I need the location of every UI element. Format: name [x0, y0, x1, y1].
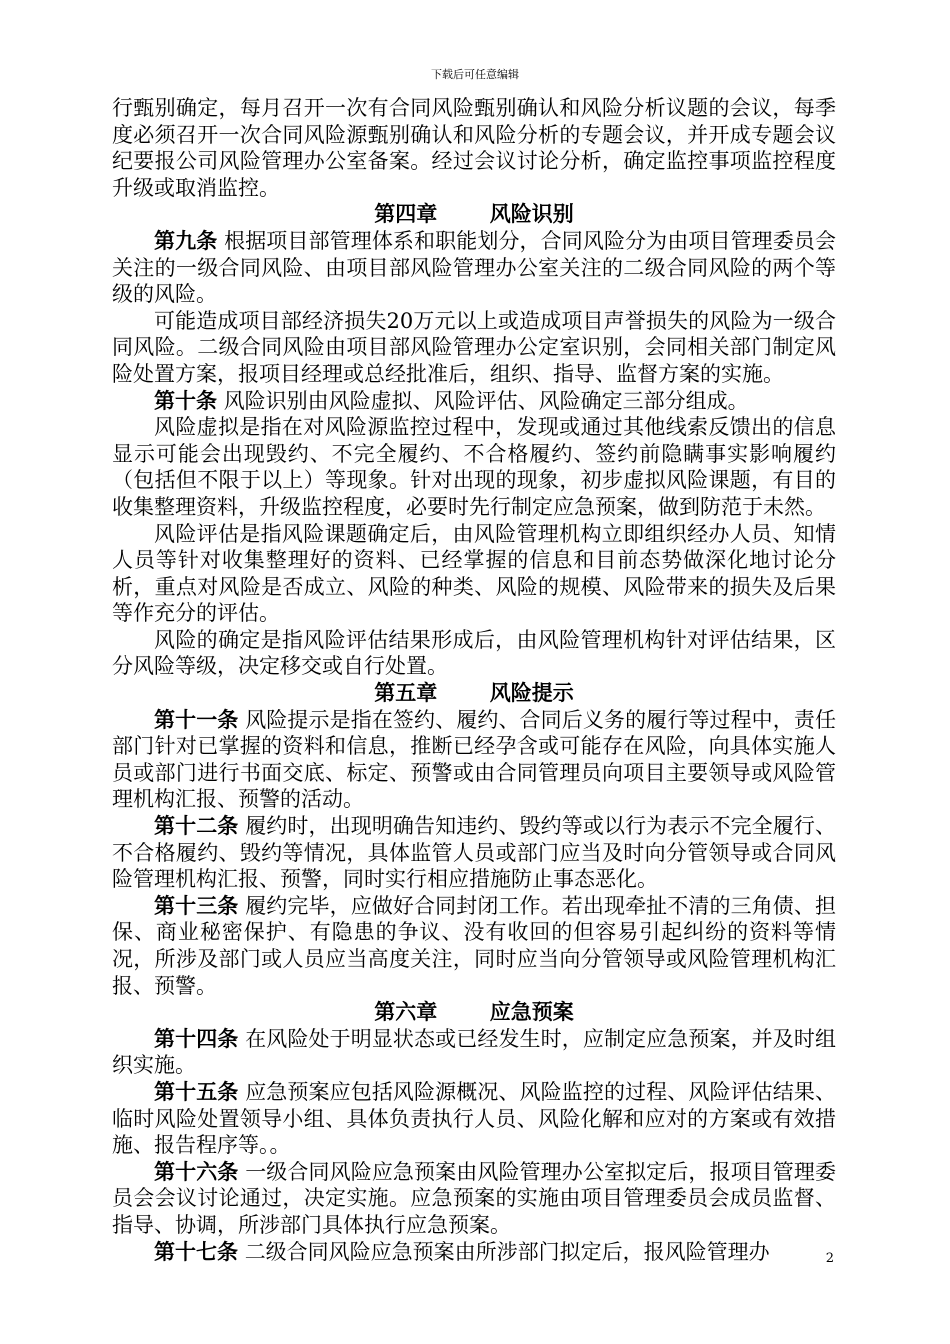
- article-text: 在风险处于明显状态或已经发生时，应制定应急预案，并及时组织实施。: [112, 1026, 836, 1078]
- article-9: [112, 228, 836, 308]
- chapter-heading-4: [112, 201, 836, 228]
- page-number: 2: [825, 1251, 834, 1266]
- article-text: 一级合同风险应急预案由风险管理办公室拟定后，报项目管理委员会会议讨论通过，决定实施。应急预案的实施由项目管理委员会成员监督、指导、协调，所涉部门具体执行应急预案。: [112, 1159, 836, 1237]
- document-body: [112, 95, 836, 1265]
- article-label: 第十四条: [154, 1025, 239, 1051]
- article-14: [112, 1026, 836, 1079]
- chapter-heading-6: [112, 999, 836, 1026]
- article-12: [112, 813, 836, 893]
- article-11: [112, 707, 836, 813]
- article-text: 二级合同风险应急预案由所涉部门拟定后，报风险管理办: [244, 1239, 770, 1264]
- article-text: 履约时，出现明确告知违约、毁约等或以行为表示不完全履行、不合格履约、毁约等情况，具体监管人员或部门应当及时向分管领导或合同风险管理机构汇报、预警，同时实行相应措施防止事态恶化。: [112, 814, 836, 892]
- chapter-number: 第四章: [374, 201, 438, 227]
- article-label: 第十三条: [154, 892, 239, 918]
- article-16: [112, 1159, 836, 1239]
- article-9-paragraph-2: 可能造成项目部经济损失20万元以上或造成项目声誉损失的风险为一级合同风险。二级合同风险由项目部风险管理办公定室识别，会同相关部门制定风险处置方案，报项目经理或总经批准后，组织、指导、监督方案的实施。: [112, 308, 836, 386]
- article-text: 根据项目部管理体系和职能划分，合同风险分为由项目管理委员会关注的一级合同风险、由项目部风险管理办公室关注的二级合同风险的两个等级的风险。: [112, 228, 836, 307]
- chapter-title: 应急预案: [489, 999, 574, 1025]
- chapter-title: 风险提示: [489, 680, 574, 706]
- article-10-paragraph-2: 风险虚拟是指在对风险源监控过程中，发现或通过其他线索反馈出的信息显示可能会出现毁约、不完全履约、不合格履约、签约前隐瞒事实影响履约（包括但不限于以上）等现象。针对出现的现象，初步虚拟风险课题，有目的收集整理资料，升级监控程度，必要时先行制定应急预案，做到防范于未然。: [112, 415, 836, 519]
- article-label: 第十条: [154, 387, 217, 413]
- article-10: [112, 388, 836, 415]
- article-label: 第九条: [154, 227, 218, 253]
- article-label: 第十一条: [154, 706, 239, 732]
- article-17: [112, 1239, 836, 1266]
- article-label: 第十六条: [154, 1158, 239, 1184]
- article-label: 第十二条: [154, 813, 239, 839]
- chapter-number: 第五章: [374, 680, 438, 706]
- article-text: 风险识别由风险虚拟、风险评估、风险确定三部分组成。: [223, 388, 749, 413]
- chapter-title: 风险识别: [489, 201, 574, 227]
- article-label: 第十七条: [154, 1238, 238, 1264]
- page-header: 下载后可任意编辑: [431, 68, 519, 81]
- article-13: [112, 893, 836, 999]
- paragraph-continued: 行甄别确定，每月召开一次有合同风险甄别确认和风险分析议题的会议，每季度必须召开一次合同风险源甄别确认和风险分析的专题会议，并开成专题会议纪要报公司风险管理办公室备案。经过会议讨论分析，确定监控事项监控程度升级或取消监控。: [112, 96, 836, 200]
- chapter-number: 第六章: [374, 999, 438, 1025]
- article-text: 风险提示是指在签约、履约、合同后义务的履行等过程中，责任部门针对已掌握的资料和信息，推断已经孕含或可能存在风险，向具体实施人员或部门进行书面交底、标定、预警或由合同管理员向项目主要领导或风险管理机构汇报、预警的活动。: [112, 707, 836, 812]
- article-text: 履约完毕，应做好合同封闭工作。若出现牵扯不清的三角债、担保、商业秘密保护、有隐患的争议、没有收回的但容易引起纠纷的资料等情况，所涉及部门或人员应当高度关注，同时应当向分管领导或风险管理机构汇报、预警。: [112, 893, 836, 998]
- article-15: [112, 1079, 836, 1159]
- chapter-heading-5: [112, 680, 836, 707]
- article-10-paragraph-4: 风险的确定是指风险评估结果形成后，由风险管理机构针对评估结果，区分风险等级，决定移交或自行处置。: [112, 627, 836, 679]
- article-text: 应急预案应包括风险源概况、风险监控的过程、风险评估结果、临时风险处置领导小组、具体负责执行人员、风险化解和应对的方案或有效措施、报告程序等。。: [112, 1079, 836, 1158]
- article-10-paragraph-3: 风险评估是指风险课题确定后，由风险管理机构立即组织经办人员、知情人员等针对收集整理好的资料、已经掌握的信息和目前态势做深化地讨论分析，重点对风险是否成立、风险的种类、风险的规模、风险带来的损失及后果等作充分的评估。: [112, 521, 836, 626]
- article-label: 第十五条: [154, 1078, 239, 1104]
